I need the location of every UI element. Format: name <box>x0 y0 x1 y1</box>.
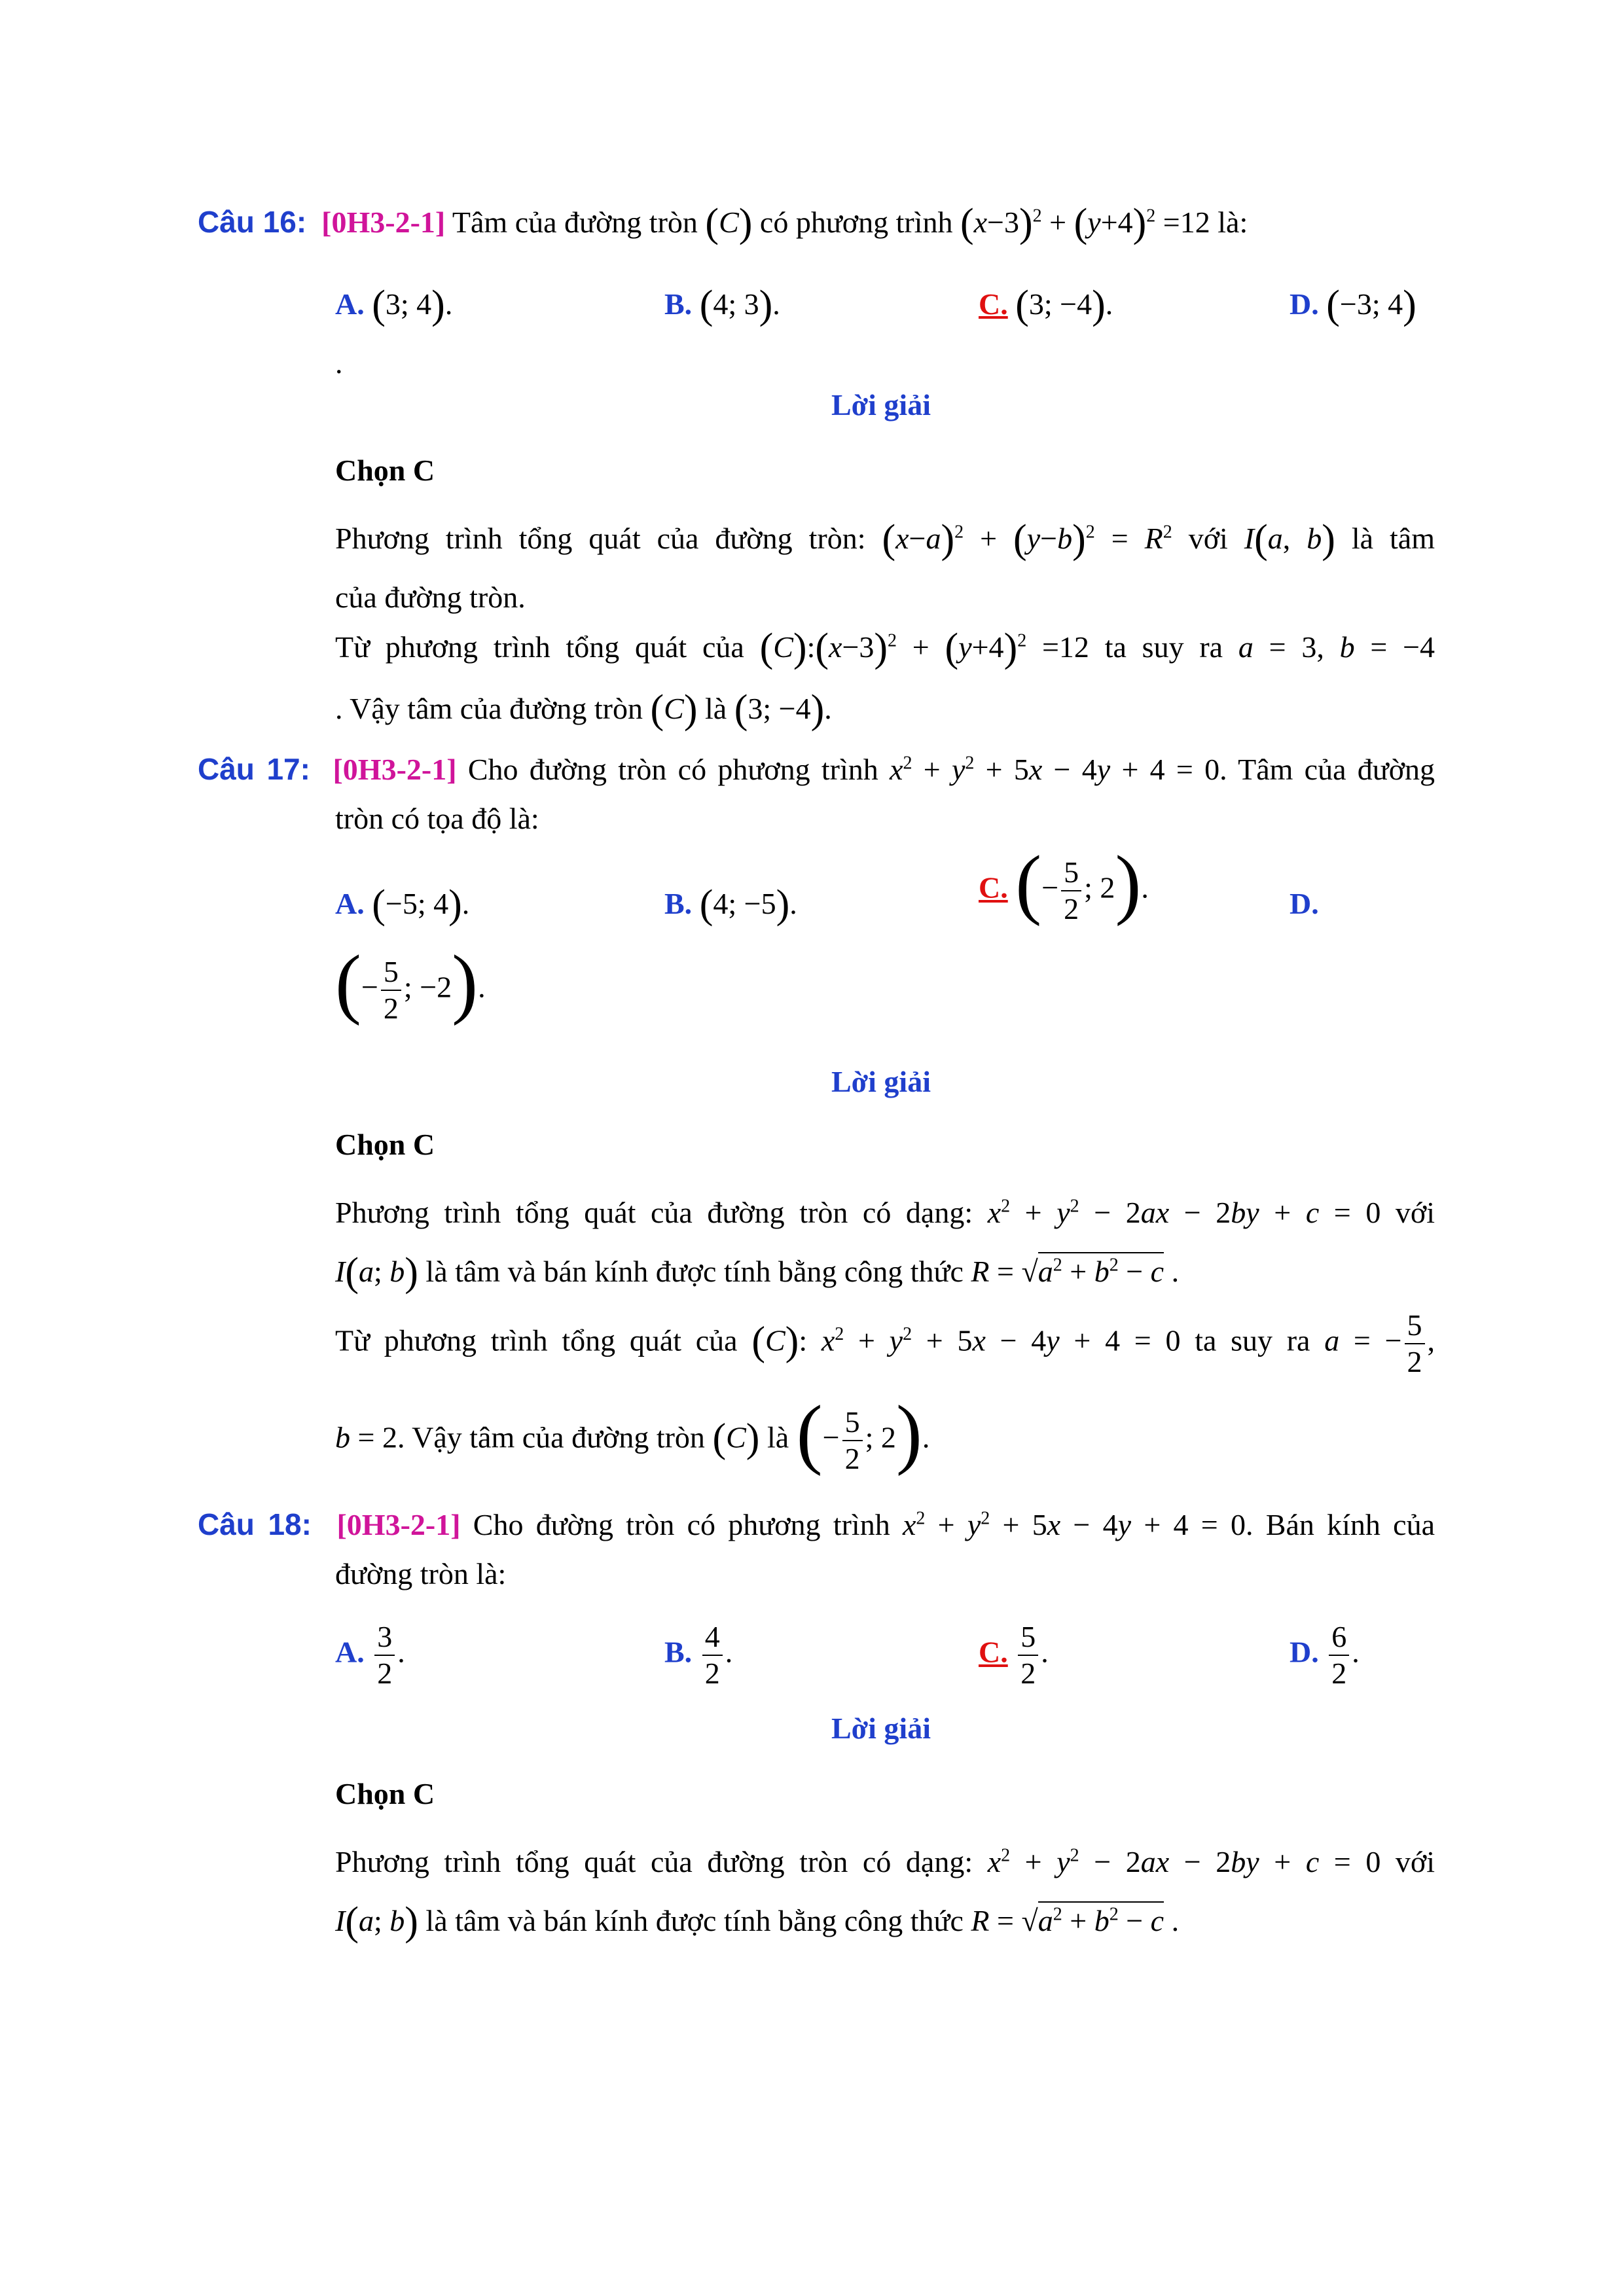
q16-sol-line2: của đường tròn. <box>335 581 526 614</box>
q18-option-d[interactable]: D. $\frac{6}{2}$ . <box>1290 1620 1360 1690</box>
q17-option-d-value: (− $\frac{5}{2}$ ; −2). <box>335 939 486 1026</box>
q16-label: Câu 16: <box>198 205 307 239</box>
q18-option-b[interactable]: B. $\frac{4}{2}$ . <box>664 1620 733 1690</box>
q16-text2: có phương trình <box>759 206 953 239</box>
q18-stem: Câu 18: [0H3-2-1] Cho đường tròn có phương trình $x^2 + y^2 + 5x - 4y + 4 = 0$. Bán kính của <box>198 1507 1435 1541</box>
q18-label: Câu 18: <box>198 1507 312 1541</box>
q16-solution-heading: Lời giải <box>831 388 931 422</box>
q17-option-c[interactable]: C. (− $\frac{5}{2}$ ; 2). <box>979 839 1149 927</box>
q16-text: Tâm của đường tròn <box>452 206 698 239</box>
q17-option-a[interactable]: A. (−5; 4). <box>335 882 470 927</box>
q17-option-b[interactable]: B. (4; −5). <box>664 882 797 927</box>
q17-sol-line2: I(a; b) là tâm và bán kính được tính bằng công thức $R = √a^2 + b^2 - c$ . <box>335 1250 1180 1295</box>
q16-tag: [0H3-2-1] <box>321 206 446 239</box>
q17-label: Câu 17: <box>198 752 310 786</box>
q16-option-b[interactable]: B. (4; 3). <box>664 283 780 327</box>
q18-sol-line1: Phương trình tổng quát của đường tròn có dạng: $x^2 + y^2 - 2ax - 2by + c = 0$ với <box>335 1845 1435 1878</box>
q16-stem: Câu 16: [0H3-2-1] Tâm của đường tròn (C) có phương trình $(x-3)^2 + (y+4)^2 =12$ là: <box>198 201 1248 245</box>
q18-option-a[interactable]: A. $\frac{3}{2}$ . <box>335 1620 405 1690</box>
q18-stem-line2: đường tròn là: <box>335 1557 507 1590</box>
q16-answer: Chọn C <box>335 454 435 487</box>
q17-sol-line3: Từ phương trình tổng quát của (C): $x^2 + y^2 + 5x - 4y + 4 = 0$ ta suy ra a = − $\frac{5}{2}$ , <box>335 1308 1435 1378</box>
q16-sol-line3: Từ phương trình tổng quát của $(C):(x-3)^2 + (y+4)^2 =12$ ta suy ra a = 3, b = −4 <box>335 626 1435 670</box>
q17-sol-line4: b = 2. Vậy tâm của đường tròn (C) là (− $\frac{5}{2}$ ; 2). <box>335 1389 930 1477</box>
q17-option-d[interactable]: D. <box>1290 887 1319 920</box>
q18-answer: Chọn C <box>335 1777 435 1810</box>
q16-text3: là: <box>1218 206 1248 239</box>
q16-sol-line4: . Vậy tâm của đường tròn (C) là (3; −4). <box>335 687 832 732</box>
q16-sol-line1: Phương trình tổng quát của đường tròn: $(x-a)^2 + (y-b)^2 = R^2$ với I(a, b) là tâm <box>335 517 1435 562</box>
q17-answer: Chọn C <box>335 1128 435 1161</box>
q16-option-d[interactable]: D. (−3; 4) <box>1290 283 1416 327</box>
q16-trailing-dot: . <box>335 346 343 380</box>
q18-solution-heading: Lời giải <box>831 1712 931 1745</box>
q17-sol-line1: Phương trình tổng quát của đường tròn có dạng: $x^2 + y^2 - 2ax - 2by + c = 0$ với <box>335 1196 1435 1229</box>
q18-sol-line2: I(a; b) là tâm và bán kính được tính bằng công thức $R = √a^2 + b^2 - c$ . <box>335 1899 1180 1944</box>
q17-stem-line2: tròn có tọa độ là: <box>335 802 539 835</box>
q16-option-a[interactable]: A. (3; 4). <box>335 283 453 327</box>
q18-tag: [0H3-2-1] <box>336 1508 461 1541</box>
q17-stem: Câu 17: [0H3-2-1] Cho đường tròn có phương trình $x^2 + y^2 + 5x - 4y + 4 = 0$. Tâm của đường <box>198 752 1435 786</box>
q16-option-c[interactable]: C. (3; −4). <box>979 283 1113 327</box>
q18-option-c[interactable]: C. $\frac{5}{2}$ . <box>979 1620 1049 1690</box>
q17-tag: [0H3-2-1] <box>333 753 457 786</box>
q17-solution-heading: Lời giải <box>831 1065 931 1098</box>
